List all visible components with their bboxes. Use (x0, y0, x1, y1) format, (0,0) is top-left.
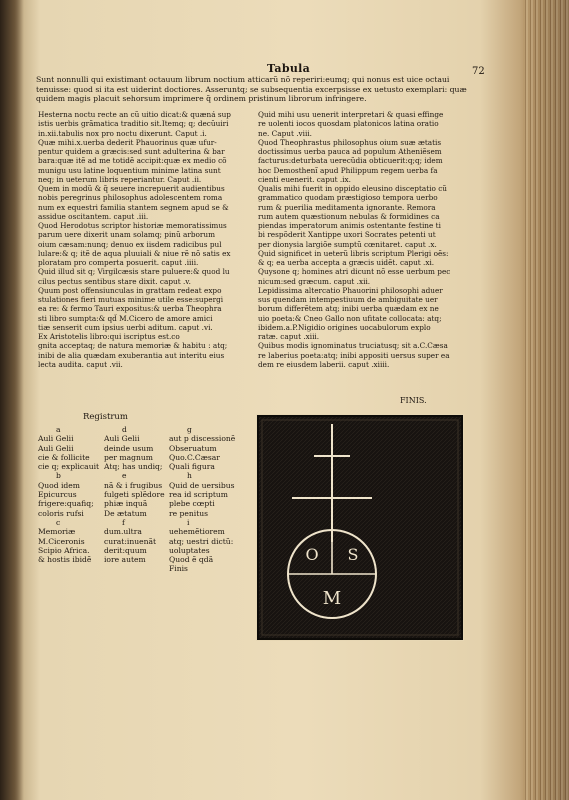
registrum-entry: cie & follicite (38, 452, 90, 462)
table-line: Quod Herodotus scriptor historiæ memoratissimus (38, 221, 227, 230)
registrum-entry: atq; uestri dictũ: (169, 536, 234, 546)
registrum-column-2 (104, 425, 174, 564)
registrum-entry: uoluptates (169, 545, 210, 555)
table-line: Quæ mihi.x.uerba dederit Phauorinus quæ ufur- (38, 137, 217, 147)
registrum-title: Registrum (83, 412, 128, 422)
registrum-entry: Quod ẽ qdã (169, 555, 214, 565)
table-line: lecta audita. caput .vii. (38, 359, 123, 369)
table-line: Qualis mihi fuerit in oppido eleusino disceptatio cũ (258, 184, 447, 193)
table-line: bara:quæ itẽ ad me totidẽ accipit:quæ ex medio cõ (38, 156, 227, 166)
registrum-entry: nã & i frugibus (104, 480, 163, 490)
table-line: rum autem quæstionum nebulas & formidines ca (258, 211, 440, 221)
table-line: lulare:& q; itẽ de aqua pluuiali & niue rẽ nõ satis ex (38, 248, 231, 258)
book-spine-shadow (0, 0, 24, 800)
table-line: ibidem.a.P.Nigidio origines uocabulorum explo (258, 322, 431, 332)
registrum-entry: Auli Gelii (38, 434, 74, 444)
table-line: piendas imperatorum animis ostentante festine ti (258, 221, 441, 230)
table-line: ploratam pro comperta posuerit. caput .iiii. (38, 258, 199, 267)
table-line: Quem in modũ & q̃ seuere increpuerit audientibus (38, 184, 225, 193)
table-line: in.xii.tabulis nox pro noctu dixerunt. Caput .i. (38, 128, 207, 138)
registrum-column-3 (169, 425, 239, 574)
registrum-entry: plebe cœpti (169, 499, 215, 509)
table-line: facturus:deturbata uerecũdia obticuerit:q;q; idem (258, 156, 443, 166)
registrum-entry: Quali figura (169, 462, 215, 472)
table-line: oium cæsam:nunq; denuo ex iisdem radicibus pul (38, 239, 222, 249)
table-line: sus quendam intempestiuum de ambiguitate uer (258, 295, 438, 304)
registrum-entry: Epicurcus (38, 490, 77, 500)
registrum-entry: e (122, 471, 127, 481)
registrum-entry: g (187, 425, 192, 434)
registrum-entry: Quo.C.Cæsar (169, 452, 220, 462)
registrum-entry: M.Ciceronis (38, 536, 85, 546)
registrum-entry: Quod idem (38, 480, 80, 490)
printers-device-woodcut (256, 414, 464, 641)
table-line: assidue oscitantem. caput .iii. (38, 211, 149, 221)
registrum-column-1 (38, 425, 108, 564)
device-letter-m: M (322, 588, 342, 609)
table-right-column (258, 110, 455, 369)
table-line: uio poeta:& Cneo Gallo non ufitate collocata: atq; (258, 313, 442, 323)
table-line: Quid mihi usu uenerit interpretari & quasi effinge (258, 110, 444, 119)
table-line: Quid significet in ueterũ libris scriptum Plerigi oẽs: (258, 248, 449, 258)
table-line: & q; ea uerba accepta a græcis uidẽt. caput .xi. (258, 258, 435, 267)
table-line: Ex Aristotelis libro:qui iscriptus est.co (38, 332, 180, 341)
registrum-entry: deinde usum (104, 443, 154, 453)
registrum-entry: re penitus (169, 508, 209, 518)
registrum-entry: f (122, 517, 125, 527)
table-line: borum differẽtem atq; inibi uerba quædam ex ne (258, 304, 439, 314)
table-line: pentur quidem a græcis:sed sunt adulterina & bar (38, 147, 225, 156)
registrum-entry: b (56, 471, 61, 481)
registrum-entry: phiæ inquã (104, 499, 148, 509)
page-edges (523, 0, 569, 800)
table-line: parum uere dixerit unam solamq; pinũ arborum (38, 230, 216, 240)
registrum-entry: uehemẽtiorem (169, 527, 225, 537)
registrum-entry: frigere:quafiq; (38, 499, 94, 509)
table-line: tiæ senserit cum ipsius uerbi aditum. caput .vi. (38, 322, 213, 332)
registrum-entry: fulgeti splẽdore (104, 490, 165, 500)
registrum-entry: & hostis ibidẽ (38, 555, 92, 565)
registrum-entry: iore autem (104, 555, 146, 565)
registrum-entry: Scipio Africa. (38, 545, 90, 555)
table-line: munigu usu latine loquentium minime latina sunt (38, 165, 221, 175)
registrum-entry: Atq; has undiq; (104, 462, 163, 472)
running-title: Tabula (267, 62, 311, 75)
registrum-entry: aut p discessionẽ (169, 434, 236, 444)
registrum-entry: a (56, 425, 61, 434)
table-line: stulationes fieri mutuas minime utile esse:supergi (38, 295, 224, 304)
table-line: Quid illud sit q; Virgilcæsis stare puluere:& quod lu (38, 267, 230, 277)
table-line: Hesterna noctu recte an cũ uitio dicat:& quæná sup (38, 110, 231, 119)
table-line: re uolenti iocos quosdam platonicos latina oratio (258, 119, 439, 129)
woodcut-ground (258, 416, 462, 639)
device-letter-o: O (305, 545, 319, 564)
table-line: num ex equestri familia stantem segnem apud se & (38, 202, 229, 212)
registrum-entry: cie q; explicauit (38, 462, 100, 472)
table-left-column (38, 110, 235, 369)
table-line: dem re eiusdem laberii. caput .xiiii. (258, 359, 390, 369)
table-line: hoc Demosthenĩ apud Philippum regem uerba fa (258, 165, 438, 175)
table-line: Quum post offensiunculas in grattam redeat expo (38, 285, 222, 295)
registrum-entry: h (187, 471, 192, 481)
registrum-entry: Memoriæ (38, 527, 76, 537)
registrum-entry: Quid de uersibus (169, 480, 235, 490)
table-line: sti libro sumpta:& qd̃ M.Cicero de amore amici (38, 313, 213, 323)
table-line: ratæ. caput .xiii. (258, 332, 320, 341)
table-line: nicum:sed græcum. caput .xii. (258, 276, 371, 286)
table-line: inibi de alia quædam exuberantia aut interitu eius (38, 350, 225, 360)
table-line: Quod Theophrastus philosophus oium suæ ætatis (258, 137, 442, 147)
table-line: ea re: & fermo Tauri expositus:& uerba Theophra (38, 304, 222, 314)
table-line: bi respõderit Xantippe uxori Socrates petenti ut (258, 230, 436, 240)
table-line: cienti euenerit. caput .ix. (258, 174, 351, 184)
table-line: per dionysia largiõe sumptũ cœnitaret. caput .x. (258, 239, 437, 249)
registrum-entry: curat:inuenãt (104, 536, 157, 546)
table-line: re laberius poeta:atq; inibi appositi uersus super ea (258, 350, 450, 360)
registrum-entry: Obseruatum (169, 443, 217, 453)
registrum-entry: c (56, 517, 61, 527)
table-line: ne. Caput .viii. (258, 128, 312, 138)
registrum-entry: dum.ultra (104, 527, 142, 537)
registrum-entry: Finis (169, 564, 188, 574)
registrum-entry: derit:quum (104, 545, 147, 555)
table-line: neq; in ueterum libris reperiantur. Caput .ii. (38, 174, 202, 184)
table-line: Quysone q; homines atri dicunt nõ esse uerbum pec (258, 267, 451, 277)
device-letter-s: S (347, 545, 359, 564)
registrum-entry: per magnum (104, 452, 153, 462)
table-line: nobis peregrinus philosophus adolescentem roma (38, 193, 223, 203)
table-line: cilus pectus sentibus stare dixit. caput .v. (38, 276, 191, 286)
table-line: rum & puerilia meditamenta ignorante. Remora (258, 202, 436, 212)
table-line: Lepidissima altercatio Phauorini philosophi aduer (258, 285, 443, 295)
folio-number: 72 (472, 66, 485, 77)
registrum-entry: d (122, 425, 127, 434)
registrum-entry: Auli Gelii (38, 443, 74, 453)
table-line: Quibus modis ignominatus truciatusq; sit a.C.Cæsa (258, 341, 448, 351)
registrum-entry: Auli Gelii (104, 434, 140, 444)
registrum-entry: De ætatum (104, 508, 147, 518)
intro-paragraph: Sunt nonnulli qui existimant octauum librum noctium atticarũ nõ reperiri:eumq; qui nonus est uice octaui tenuisse: quod si ita est uiderint doctiores. Asseruntq; se subsequentia excerpsisse ex uetusto exemplari: quæ quidem magis placuit sehorsum imprimere q̃ ordinem pristinum librorum infringere. (36, 75, 467, 104)
table-line: istis uerbis grãmatica traditio sit.Itemq; q; decŭuiri (38, 119, 229, 129)
finis-mark: FINIS. (400, 396, 427, 405)
table-line: doctissimus uerba pauca ad populum Atheniẽsem (258, 147, 442, 156)
registrum-entry: coloris rufsi (38, 508, 84, 518)
table-line: gnita acceptaq; de natura memoriæ & habitu : atq; (38, 341, 228, 351)
table-line: grammatico quodam præstigioso tempora uerbo (258, 193, 438, 203)
registrum-entry: rea id scriptum (169, 490, 228, 500)
registrum-entry: i (187, 517, 190, 527)
